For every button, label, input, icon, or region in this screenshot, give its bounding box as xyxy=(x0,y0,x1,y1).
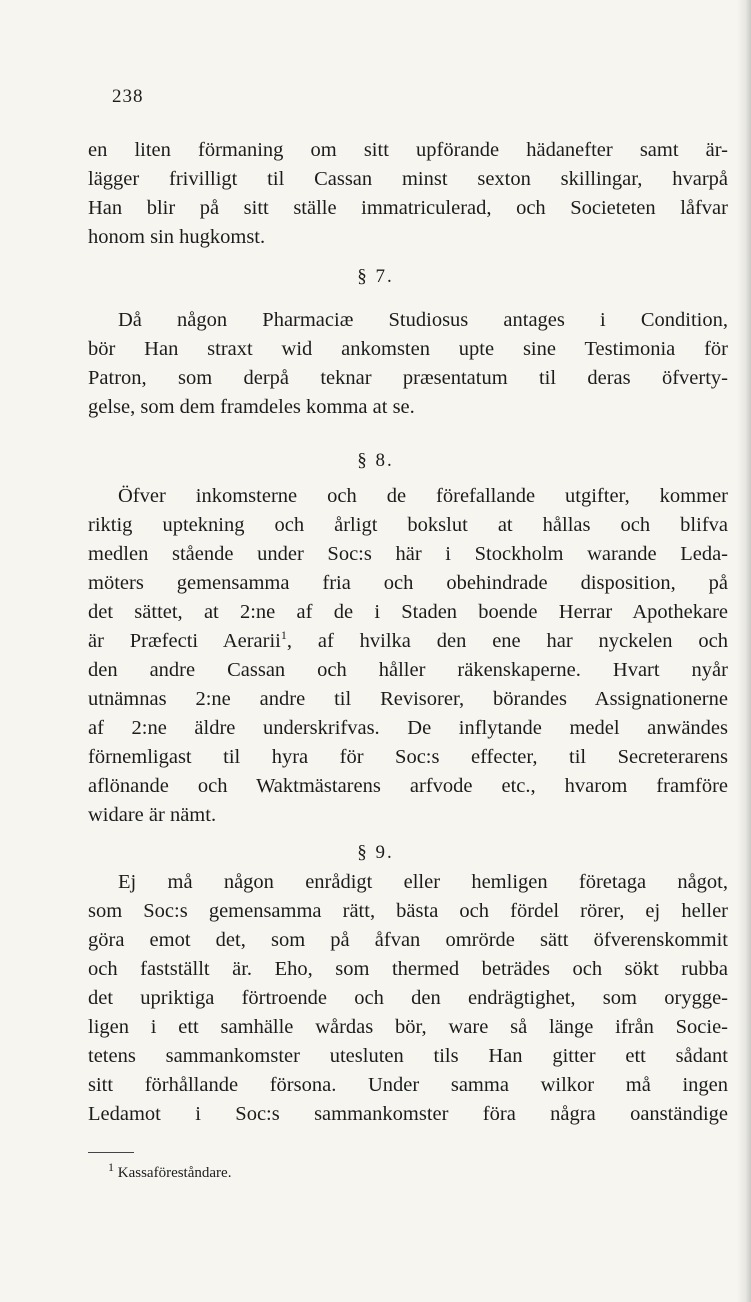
text-line: tetens sammankomster utesluten tils Han gitter ett sådant xyxy=(88,1045,728,1067)
text-line: det sättet, at 2:ne af de i Staden boende Herrar Apothekare xyxy=(88,601,728,623)
text-line: sitt förhållande försona. Under samma wilkor må ingen xyxy=(88,1074,728,1096)
page-number: 238 xyxy=(112,86,144,107)
text-line: af 2:ne äldre underskrifvas. De inflytande medel anwändes xyxy=(88,717,728,739)
text-line: och fastställt är. Eho, som thermed beträdes och sökt rubba xyxy=(88,958,728,980)
paragraph-1 xyxy=(88,136,728,252)
text-line: Ledamot i Soc:s sammankomster föra några oanständige xyxy=(88,1103,728,1125)
text-line: förnemligast til hyra för Soc:s effecter, til Secreterarens xyxy=(88,746,728,768)
text-fragment: är Præfecti Aerarii xyxy=(88,630,281,652)
text-line: utnämnas 2:ne andre til Revisorer, börandes Assignationerne xyxy=(88,688,728,710)
text-line: lägger frivilligt til Cassan minst sexton skillingar, hvarpå xyxy=(88,168,728,190)
text-line: honom sin hugkomst. xyxy=(88,226,266,248)
paragraph-4 xyxy=(88,868,728,1129)
text-line: Då någon Pharmaciæ Studiosus antages i Condition, xyxy=(118,309,728,331)
paragraph-2 xyxy=(88,306,728,422)
text-line: Ej må någon enrådigt eller hemligen företaga något, xyxy=(118,871,728,893)
text-line-with-footnote xyxy=(88,627,728,656)
footnote-text: Kassaföreståndare. xyxy=(117,1165,232,1181)
text-line: möters gemensamma fria och obehindrade disposition, på xyxy=(88,572,728,594)
text-line: Han blir på sitt ställe immatriculerad, och Societeten låfvar xyxy=(88,197,728,219)
text-line: en liten förmaning om sitt upförande hädanefter samt är- xyxy=(88,139,728,161)
text-line: medlen stående under Soc:s här i Stockholm warande Leda- xyxy=(88,543,728,565)
text-line: göra emot det, som på åfvan omrörde sätt öfverenskommit xyxy=(88,929,728,951)
footnote xyxy=(108,1160,232,1183)
text-line: Patron, som derpå teknar præsentatum til deras öfverty- xyxy=(88,367,728,389)
section-heading-7: § 7. xyxy=(357,266,394,287)
section-heading-9: § 9. xyxy=(357,842,394,863)
text-line: Öfver inkomsterne och de förefallande utgifter, kommer xyxy=(118,485,728,507)
section-heading-8: § 8. xyxy=(357,450,394,471)
text-fragment: , af hvilka den ene har nyckelen och xyxy=(286,630,728,652)
text-line: som Soc:s gemensamma rätt, bästa och fördel rörer, ej heller xyxy=(88,900,728,922)
text-line: gelse, som dem framdeles komma at se. xyxy=(88,396,415,418)
footnote-reference[interactable]: 1 xyxy=(280,628,287,643)
text-line: riktig uptekning och årligt bokslut at hållas och blifva xyxy=(88,514,728,536)
footnote-divider xyxy=(88,1152,134,1153)
page-edge-shadow xyxy=(737,0,751,1302)
text-line: ligen i ett samhälle wårdas bör, ware så länge ifrån Socie- xyxy=(88,1016,728,1038)
text-line: bör Han straxt wid ankomsten upte sine Testimonia för xyxy=(88,338,728,360)
text-line: det upriktiga förtroende och den endrägtighet, som orygge- xyxy=(88,987,728,1009)
text-line: den andre Cassan och håller räkenskaperne. Hvart nyår xyxy=(88,659,728,681)
paragraph-3 xyxy=(88,482,728,830)
text-line: widare är nämt. xyxy=(88,804,217,826)
footnote-marker: 1 xyxy=(108,1160,114,1174)
text-line: aflönande och Waktmästarens arfvode etc., hvarom framföre xyxy=(88,775,728,797)
